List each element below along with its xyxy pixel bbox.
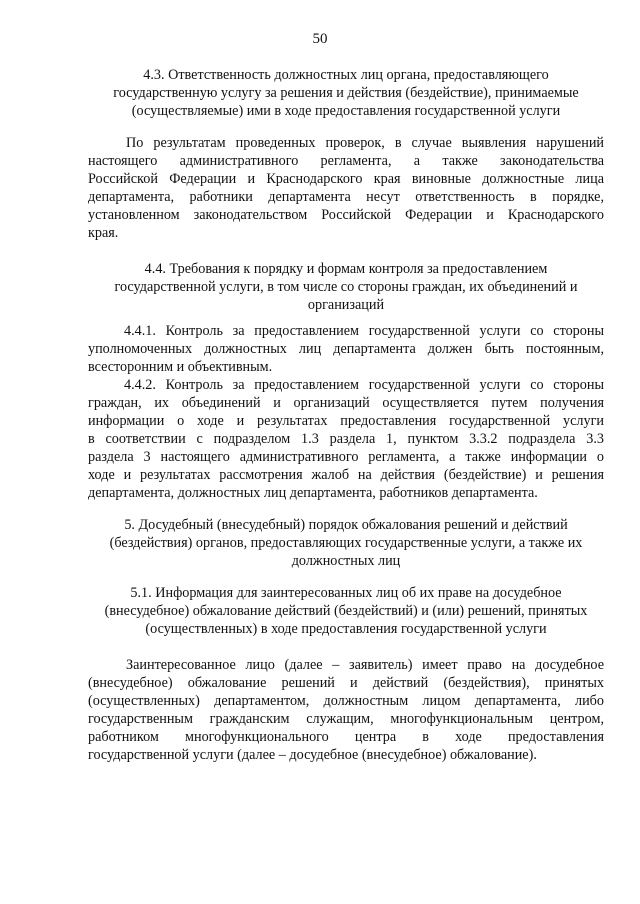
heading-line: (осуществляемые) ими в ходе предоставления государственной услуги: [131, 103, 561, 119]
paragraph-line: ходе и результатах рассмотрения жалоб на действия (бездействие) и решения: [88, 467, 604, 483]
heading-line: организаций: [307, 297, 385, 313]
paragraph-5-1: [88, 656, 604, 764]
paragraph-line: Заинтересованное лицо (далее – заявитель) имеет право на досудебное: [126, 657, 604, 673]
paragraph-line: установленном законодательством Российской Федерации и Краснодарского: [88, 207, 604, 223]
heading-line: (бездействия) органов, предоставляющих государственные услуги, а также их: [109, 535, 583, 551]
paragraph-line: всесторонним и объективным.: [88, 359, 273, 375]
heading-line: 5. Досудебный (внесудебный) порядок обжалования решений и действий: [124, 517, 568, 533]
heading-5-1: [88, 584, 604, 638]
paragraph-line: По результатам проведенных проверок, в случае выявления нарушений: [126, 135, 604, 151]
paragraph-line: 4.4.1. Контроль за предоставлением государственной услуги со стороны: [124, 323, 604, 339]
page-number: 50: [312, 31, 328, 47]
heading-line: 5.1. Информация для заинтересованных лиц об их праве на досудебное: [130, 585, 562, 601]
paragraph-line: (внесудебное) обжалование решений и действий (бездействия), принятых: [88, 675, 604, 691]
paragraph-line: работником многофункционального центра в ходе предоставления: [88, 729, 604, 745]
paragraph-4-4-1: [88, 322, 604, 376]
paragraph-line: уполномоченных должностных лиц департамента должен быть постоянным,: [88, 341, 604, 357]
paragraph-line: государственной услуги (далее – досудебное (внесудебное) обжалование).: [88, 747, 537, 763]
heading-line: 4.4. Требования к порядку и формам контроля за предоставлением: [144, 261, 548, 277]
heading-line: 4.3. Ответственность должностных лиц органа, предоставляющего: [143, 67, 549, 83]
paragraph-line: настоящего административного регламента, а также законодательства: [88, 153, 604, 169]
paragraph-line: 4.4.2. Контроль за предоставлением государственной услуги со стороны: [124, 377, 604, 393]
paragraph-line: граждан, их объединений и организаций осуществляется путем получения: [88, 395, 604, 411]
paragraph-line: раздела 3 настоящего административного регламента, а также информации о: [88, 449, 604, 465]
paragraph-4-4-2: [88, 376, 604, 502]
heading-5: [88, 516, 604, 570]
heading-line: (внесудебное) обжалование действий (бездействий) и (или) решений, принятых: [104, 603, 588, 619]
heading-line: (осуществленных) в ходе предоставления государственной услуги: [145, 621, 547, 637]
heading-line: государственной услуги, в том числе со стороны граждан, их объединений и: [114, 279, 578, 295]
heading-4-3: [88, 66, 604, 120]
heading-line: должностных лиц: [291, 553, 401, 569]
paragraph-line: департамента, работники департамента несут ответственность в порядке,: [88, 189, 604, 205]
paragraph-line: (осуществленных) департаментом, должностным лицом департамента, либо: [88, 693, 604, 709]
paragraph-line: департамента, должностных лиц департамента, работников департамента.: [88, 485, 538, 501]
heading-line: государственную услугу за решения и действия (бездействие), принимаемые: [113, 85, 579, 101]
paragraph-line: информации о ходе и результатах предоставления государственной услуги: [88, 413, 604, 429]
paragraph-line: в соответствии с подразделом 1.3 раздела 1, пунктом 3.3.2 подраздела 3.3: [88, 431, 604, 447]
heading-4-4: [88, 260, 604, 314]
paragraph-line: Российской Федерации и Краснодарского края виновные должностные лица: [88, 171, 604, 187]
paragraph-4-3: [88, 134, 604, 242]
paragraph-line: государственным гражданским служащим, многофункциональным центром,: [88, 711, 604, 727]
paragraph-line: края.: [88, 225, 119, 241]
